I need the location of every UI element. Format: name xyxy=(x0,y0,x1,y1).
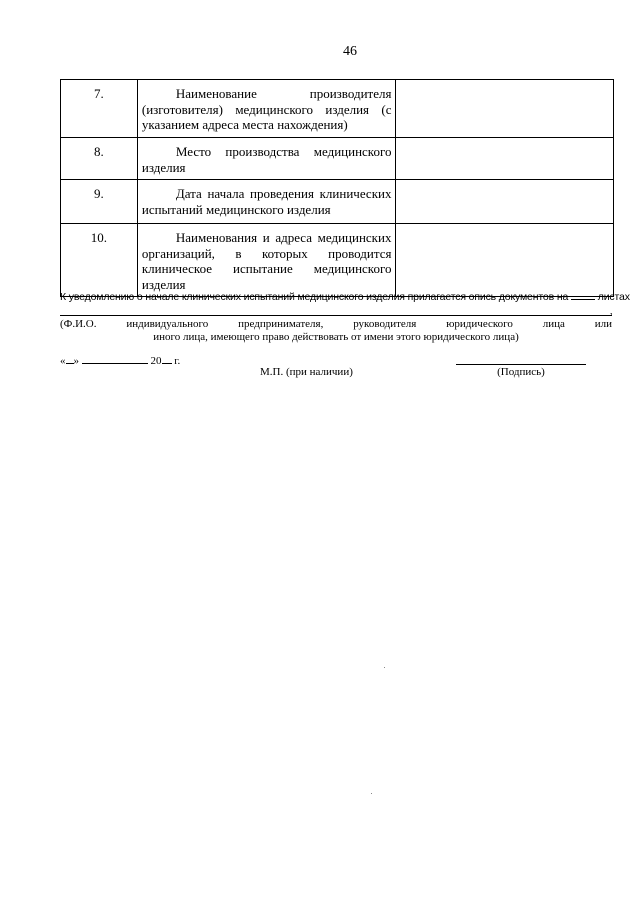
year-prefix: 20 xyxy=(150,355,162,367)
row-number: 9. xyxy=(61,180,138,224)
fio-word: индивидуального xyxy=(126,318,209,330)
fio-word: или xyxy=(594,318,612,330)
fio-caption-line-2: иного лица, имеющего право действовать от имени этого юридического лица) xyxy=(153,331,519,343)
fio-word: руководителя xyxy=(353,318,417,330)
table-row xyxy=(61,224,614,297)
fio-caption xyxy=(60,318,612,344)
row-label: Дата начала проведения клинических испытаний медицинского изделия xyxy=(137,180,396,224)
attachment-note-suffix: листах xyxy=(597,291,630,303)
date-line xyxy=(60,354,180,367)
notification-form-table xyxy=(60,79,614,297)
fio-word: юридического xyxy=(446,318,513,330)
date-open-quote: « xyxy=(60,355,66,367)
row-label: Наименования и адреса медицинских организаций, в которых проводится клиническое испытание медицинского изделия xyxy=(137,224,396,297)
row-number: 7. xyxy=(61,80,138,138)
row-number: 8. xyxy=(61,138,138,180)
page-number: 46 xyxy=(343,44,357,59)
fio-word: (Ф.И.О. xyxy=(60,318,97,330)
year-suffix: г. xyxy=(174,355,181,367)
row-value-cell[interactable] xyxy=(396,138,614,180)
table-row xyxy=(61,180,614,224)
line-comma: , xyxy=(610,306,613,317)
row-number: 10. xyxy=(61,224,138,297)
day-field[interactable] xyxy=(66,354,74,364)
fio-word: лица xyxy=(542,318,565,330)
table-row xyxy=(61,138,614,180)
row-label: Наименование производителя (изготовителя) медицинского изделия (с указанием адреса места нахождения) xyxy=(137,80,396,138)
sheet-count-field[interactable] xyxy=(571,291,595,300)
fio-caption-line-1 xyxy=(60,318,612,331)
signature-label: (Подпись) xyxy=(497,366,545,378)
scan-speck xyxy=(371,793,372,794)
attachment-note xyxy=(60,291,630,303)
row-value-cell[interactable] xyxy=(396,180,614,224)
month-field[interactable] xyxy=(82,354,148,364)
scan-speck xyxy=(384,667,385,668)
stamp-label: М.П. (при наличии) xyxy=(260,366,353,378)
row-value-cell[interactable] xyxy=(396,224,614,297)
signature-line[interactable] xyxy=(456,364,586,365)
table-row xyxy=(61,80,614,138)
row-value-cell[interactable] xyxy=(396,80,614,138)
year-field[interactable] xyxy=(162,354,172,364)
date-close-quote: » xyxy=(73,355,79,367)
row-label: Место производства медицинского изделия xyxy=(137,138,396,180)
attachment-note-text: К уведомлению о начале клинических испытаний медицинского изделия прилагается опись документов на xyxy=(60,291,569,303)
fio-signature-line[interactable] xyxy=(60,315,612,316)
fio-word: предпринимателя, xyxy=(238,318,324,330)
